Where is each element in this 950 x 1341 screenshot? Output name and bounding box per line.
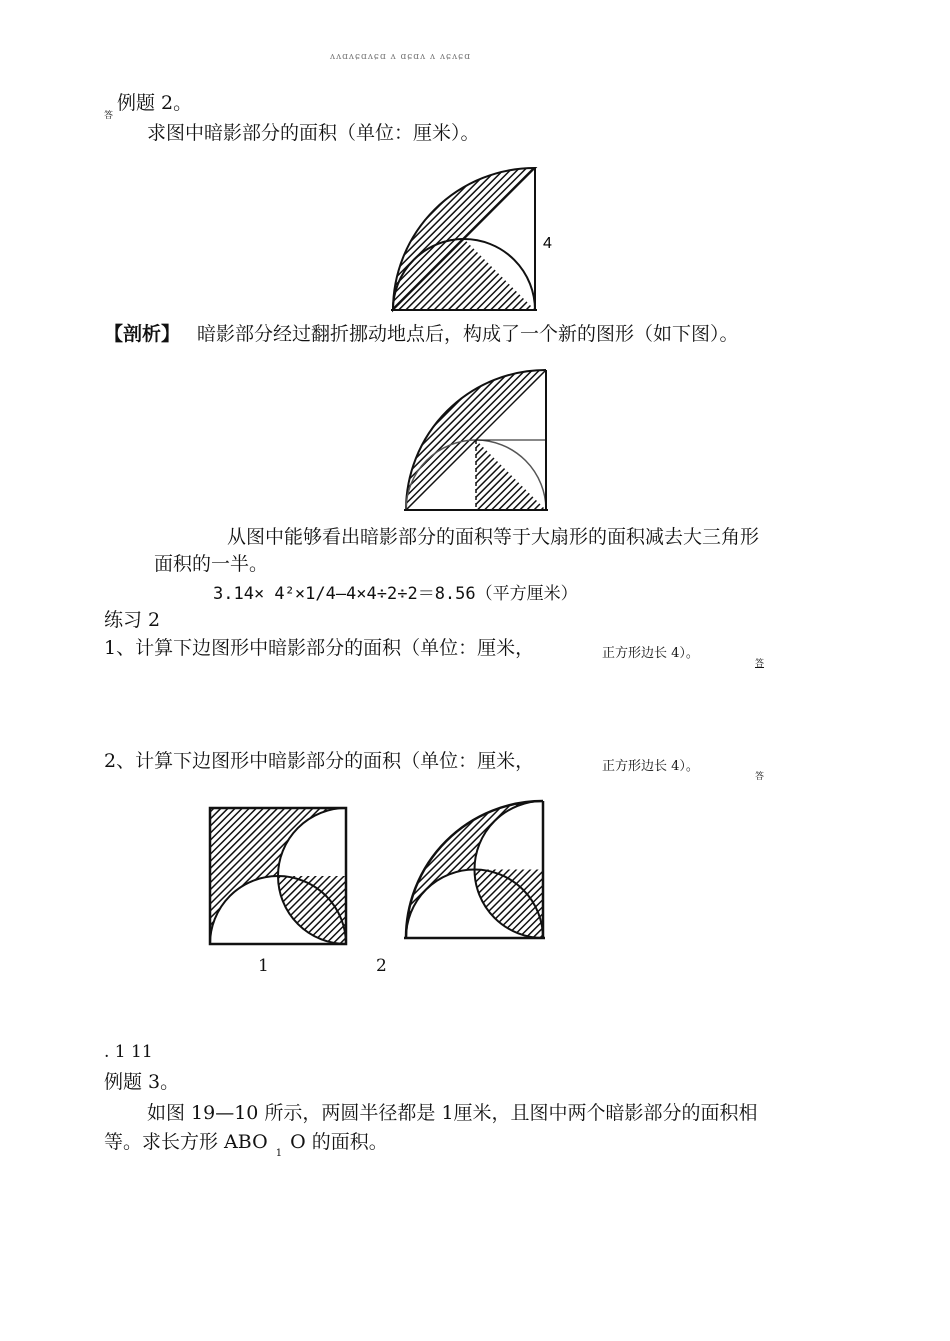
analysis-tag: 【剖析】 — [104, 323, 181, 345]
side-length-label: 4 — [543, 235, 552, 252]
practice2-q2-note: 正方形边长 4）。 — [602, 759, 699, 774]
example3-subscript: 1 — [275, 1148, 283, 1159]
analysis-figure — [398, 362, 553, 517]
figure-2-label: 2 — [376, 956, 387, 976]
practice2-q2: 2、计算下边图形中暗影部分的面积（单位：厘米， — [104, 750, 535, 772]
answer-mark: 答 — [104, 111, 114, 121]
practice-figure-2 — [403, 798, 548, 943]
practice2-q1: 1、计算下边图形中暗影部分的面积（单位：厘米， — [104, 637, 535, 659]
figure-1-label: 1 — [258, 956, 269, 976]
practice2-title: 练习 2 — [104, 609, 161, 631]
example2-title: 例题 2。 — [117, 92, 193, 114]
example3-line2 — [104, 1131, 388, 1165]
practice-figure-1 — [208, 806, 350, 948]
example3-line2-b: O 的面积。 — [290, 1131, 388, 1153]
practice2-q1-note: 正方形边长 4）。 — [602, 646, 699, 661]
analysis-text: 暗影部分经过翻折挪动地点后，构成了一个新的图形（如下图）。 — [197, 323, 739, 345]
analysis-formula: 3.14× 4²×1/4—4×4÷2÷2＝8.56（平方厘米） — [213, 584, 578, 604]
example2-question: 求图中暗影部分的面积（单位：厘米）。 — [147, 122, 480, 144]
example3-line2-a: 等。求长方形 ABO — [104, 1131, 268, 1153]
example3-line1: 如图 19—10 所示，两圆半径都是 1厘米，且图中两个暗影部分的面积相 — [147, 1102, 758, 1124]
page-number: . 1 11 — [104, 1042, 153, 1062]
practice2-q2-mark: 答 — [755, 772, 765, 782]
example3-title: 例题 3。 — [104, 1071, 180, 1093]
page-header: ʌʌɑʌɕɑʌɕɑ ʌ ɑɕɑʌ ʌ ʌɕʌɕɑ — [330, 52, 471, 62]
analysis-line1: 从图中能够看出暗影部分的面积等于大扇形的面积减去大三角形 — [227, 526, 760, 548]
analysis-line2: 面积的一半。 — [154, 553, 269, 575]
practice2-q1-mark: 答 — [755, 659, 765, 669]
example2-figure — [385, 160, 560, 315]
